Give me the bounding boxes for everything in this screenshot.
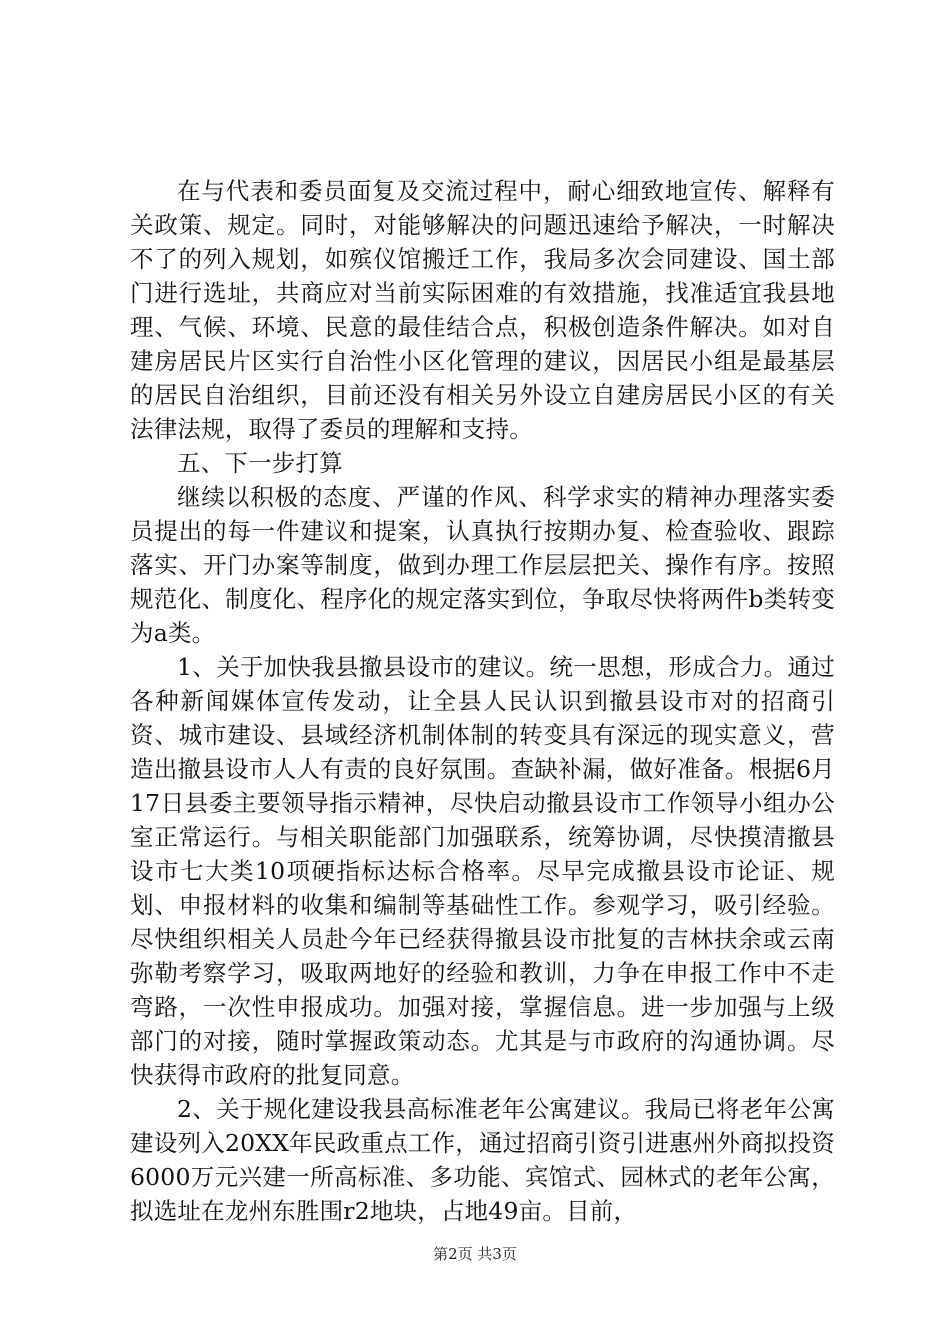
paragraph-item-2-senior-apartment: 2、关于规化建设我县高标准老年公寓建议。我局已将老年公寓建设列入20XX年民政重点工作，通过招商引资引进惠州外商拟投资6000万元兴建一所高标准、多功能、宾馆式、园林式的老年公寓，拟选址在龙州东胜围r2地块，占地49亩。目前，: [130, 1095, 835, 1225]
paragraph-communication: 在与代表和委员面复及交流过程中，耐心细致地宣传、解释有关政策、规定。同时，对能够解决的问题迅速给予解决，一时解决不了的列入规划，如殡仪馆搬迁工作，我局多次会同建设、国土部门进行选址，共商应对当前实际困难的有效措施，找准适宜我县地理、气候、环境、民意的最佳结合点，积极创造条件解决。如对自建房居民片区实行自治性小区化管理的建议，因居民小组是最基层的居民自治组织，目前还没有相关另外设立自建房居民小区的有关法律法规，取得了委员的理解和支持。: [130, 177, 835, 443]
paragraph-item-1-city-upgrade: 1、关于加快我县撤县设市的建议。统一思想，形成合力。通过各种新闻媒体宣传发动，让全县人民认识到撤县设市对的招商引资、城市建设、县域经济机制体制的转变具有深远的现实意义，营造出撤县设市人人有责的良好氛围。查缺补漏，做好准备。根据6月17日县委主要领导指示精神，尽快启动撤县设市工作领导小组办公室正常运行。与相关职能部门加强联系，统筹协调，尽快摸清撤县设市七大类10项硬指标达标合格率。尽早完成撤县设市论证、规划、申报材料的收集和编制等基础性工作。参观学习，吸引经验。尽快组织相关人员赴今年已经获得撤县设市批复的吉林扶余或云南弥勒考察学习，吸取两地好的经验和教训，力争在申报工作中不走弯路，一次性申报成功。加强对接，掌握信息。进一步加强与上级部门的对接，随时掌握政策动态。尤其是与市政府的沟通协调。尽快获得市政府的批复同意。: [130, 653, 835, 1089]
document-body: [130, 174, 835, 1228]
paragraph-next-steps: 继续以积极的态度、严谨的作风、科学求实的精神办理落实委员提出的每一件建议和提案，认真执行按期办复、检查验收、跟踪落实、开门办案等制度，做到办理工作层层把关、操作有序。按照规范化、制度化、程序化的规定落实到位，争取尽快将两件b类转变为a类。: [130, 483, 835, 647]
section-heading-next-steps: 五、下一步打算: [177, 449, 343, 477]
page-footer: 第2页 共3页: [433, 1245, 517, 1263]
